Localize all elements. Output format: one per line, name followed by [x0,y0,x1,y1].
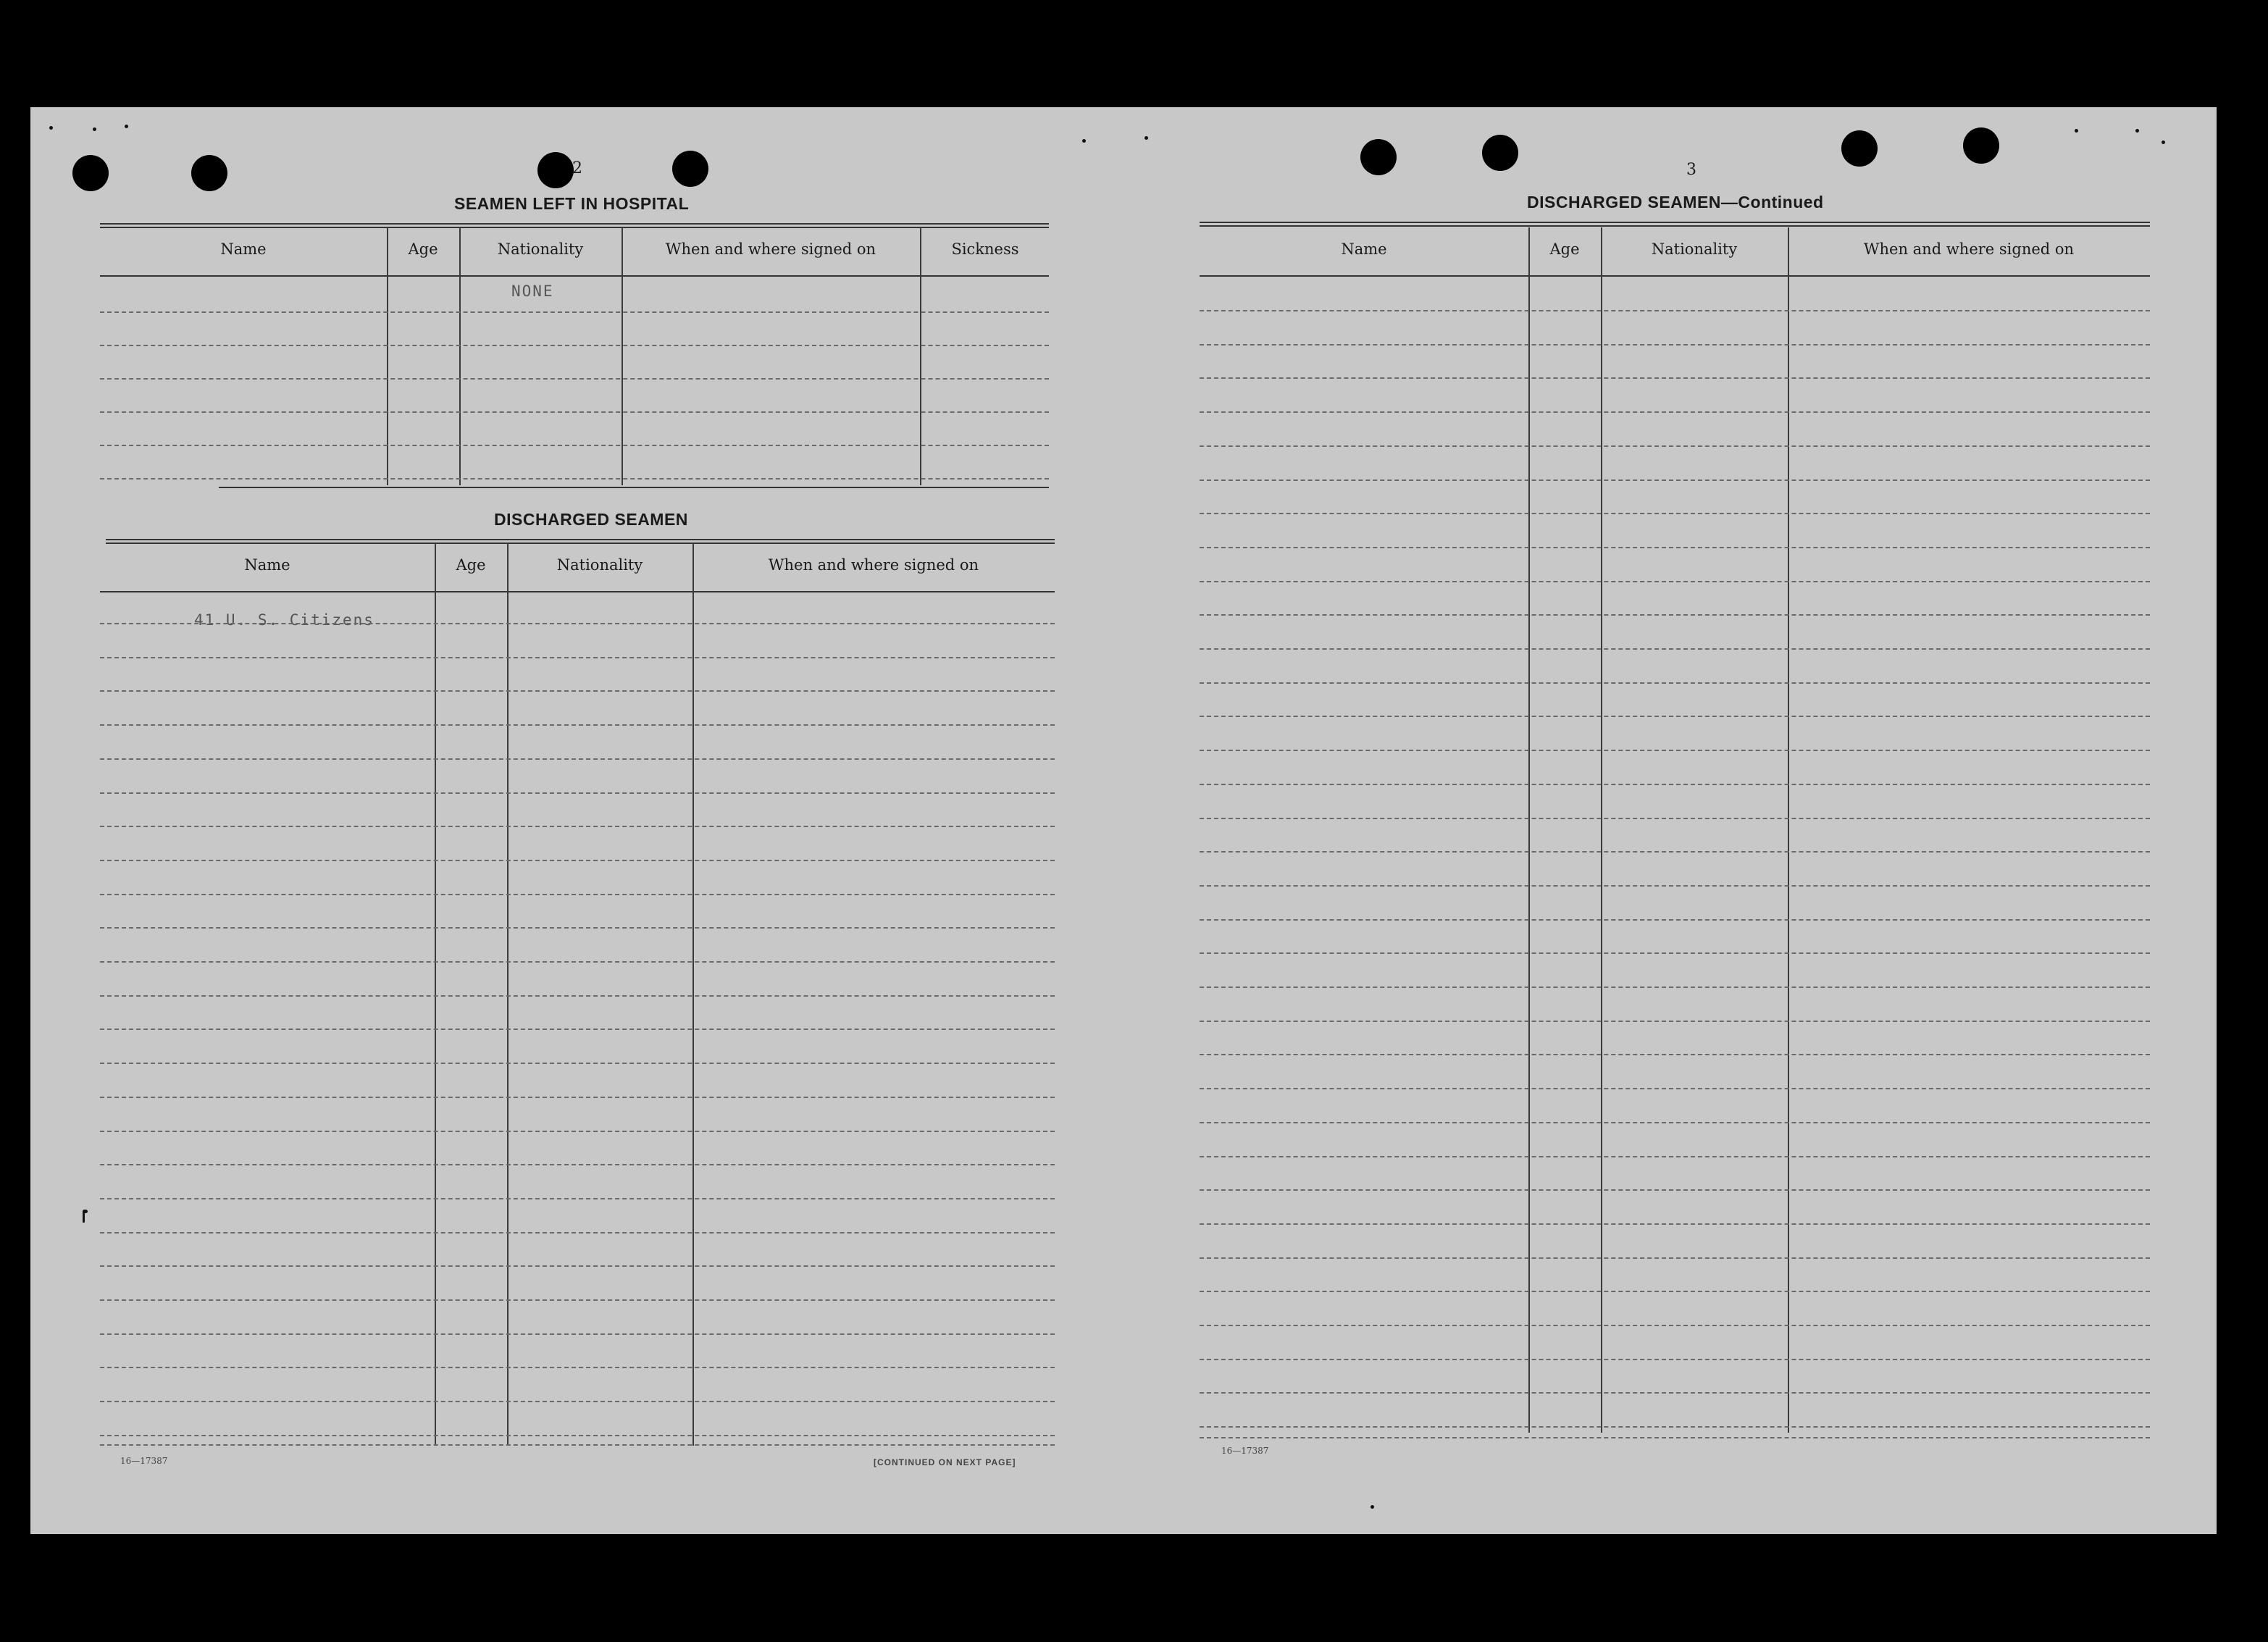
hospital-col-age: Age [408,240,438,258]
row-line [1200,885,2150,887]
hospital-col-nationality: Nationality [497,240,584,258]
hospital-col-name: Name [220,240,267,258]
speck [49,126,53,130]
row-line [100,1367,1055,1368]
hospital-col-signed-on: When and where signed on [665,240,876,258]
row-line [1200,818,2150,819]
row-line [1200,1426,2150,1428]
right-divider [1788,227,1789,1433]
speck [2135,129,2139,133]
row-line [1200,1392,2150,1394]
row-line [100,1198,1055,1199]
punch-hole [1841,130,1878,167]
right-col-nationality: Nationality [1651,240,1738,258]
row-line [100,995,1055,997]
discharged-continued-title: DISCHARGED SEAMEN—Continued [1527,193,1824,211]
hospital-typed-entry: NONE [511,282,554,300]
row-line [1200,851,2150,853]
row-line [100,1401,1055,1402]
row-line [100,1333,1055,1335]
discharged-col-signed-on: When and where signed on [768,556,979,574]
continued-note: [CONTINUED ON NEXT PAGE] [874,1457,1016,1467]
row-line [1200,513,2150,514]
discharged-header-rule [100,591,1055,592]
row-line [1200,750,2150,751]
row-line [1200,614,2150,616]
row-line [1200,1156,2150,1157]
row-line [1200,445,2150,447]
discharged-col-nationality: Nationality [556,556,643,574]
row-line [1200,1291,2150,1292]
row-line [1200,784,2150,785]
hospital-row-line [100,445,1049,446]
row-line [100,657,1055,658]
row-line [1200,479,2150,481]
hospital-row-line [100,311,1049,313]
right-col-signed-on: When and where signed on [1863,240,2075,258]
row-line [1200,1054,2150,1055]
right-header-rule [1200,275,2150,277]
document-sheet [30,107,2217,1534]
speck [1082,139,1086,143]
row-line [1200,1021,2150,1022]
speck [1371,1505,1374,1509]
row-line [1200,1359,2150,1360]
row-line [100,792,1055,794]
row-line [1200,1189,2150,1191]
row-line [100,1063,1055,1064]
hospital-row-line [100,411,1049,413]
discharged-bottom-rule [100,1444,1055,1446]
hospital-row-line [100,378,1049,380]
row-line [1200,716,2150,717]
row-line [100,758,1055,760]
row-line [100,894,1055,895]
row-line [100,724,1055,726]
row-line [1200,1325,2150,1326]
hospital-col-sickness: Sickness [951,240,1019,258]
row-line [100,1131,1055,1132]
row-line [100,1265,1055,1267]
row-line [100,961,1055,963]
row-line [100,1299,1055,1301]
hospital-section-title: SEAMEN LEFT IN HOSPITAL [454,194,690,213]
row-line [100,1029,1055,1030]
right-divider [1528,227,1530,1433]
hospital-divider [622,227,623,485]
row-line [100,1435,1055,1436]
row-line [1200,547,2150,548]
row-line [1200,411,2150,413]
row-line [100,826,1055,827]
hospital-header-rule [100,275,1049,277]
right-col-age: Age [1549,240,1580,258]
discharged-section-title: DISCHARGED SEAMEN [494,510,688,529]
row-line [100,1164,1055,1165]
row-line [1200,581,2150,582]
right-top-rule [1200,222,2150,227]
right-divider [1601,227,1602,1433]
row-line [100,927,1055,929]
hospital-divider [387,227,388,485]
hospital-row-line [100,345,1049,346]
punch-hole [1482,135,1518,171]
right-col-name: Name [1341,240,1387,258]
speck [2075,129,2078,133]
form-number-left: 16—17387 [120,1456,168,1466]
punch-hole [1360,139,1397,175]
row-line [1200,648,2150,650]
row-line [1200,987,2150,988]
row-line [1200,377,2150,379]
row-line [1200,919,2150,921]
hospital-divider [459,227,461,485]
speck [125,125,128,128]
row-line [1200,1223,2150,1225]
speck [2162,141,2165,144]
punch-hole [1963,127,1999,164]
speck [1145,136,1148,140]
row-line [1200,1122,2150,1123]
right-bottom-rule [1200,1437,2150,1438]
row-line [100,690,1055,692]
discharged-col-name: Name [244,556,290,574]
hospital-divider [920,227,921,485]
punch-hole [672,151,708,187]
row-line [1200,682,2150,684]
page-number-right: 3 [1686,161,1696,179]
hospital-bottom-rule [219,487,1049,488]
row-line [1200,952,2150,954]
row-line [100,623,1055,624]
row-line [1200,1257,2150,1259]
hospital-top-rule [100,223,1049,228]
punch-hole [72,155,109,191]
row-line [100,860,1055,861]
row-line [1200,310,2150,311]
speck [93,127,96,131]
discharged-typed-entry: 41 U. S. Citizens [194,611,374,629]
hospital-row-line [100,478,1049,479]
row-line [1200,344,2150,345]
discharged-col-age: Age [456,556,486,574]
page-number-left: 2 [572,159,582,177]
speck [84,1210,88,1213]
row-line [100,1097,1055,1098]
form-number-right: 16—17387 [1221,1446,1269,1456]
row-line [1200,1088,2150,1089]
row-line [100,1232,1055,1233]
punch-hole [537,152,574,188]
punch-hole [191,155,227,191]
discharged-top-rule [106,539,1055,544]
